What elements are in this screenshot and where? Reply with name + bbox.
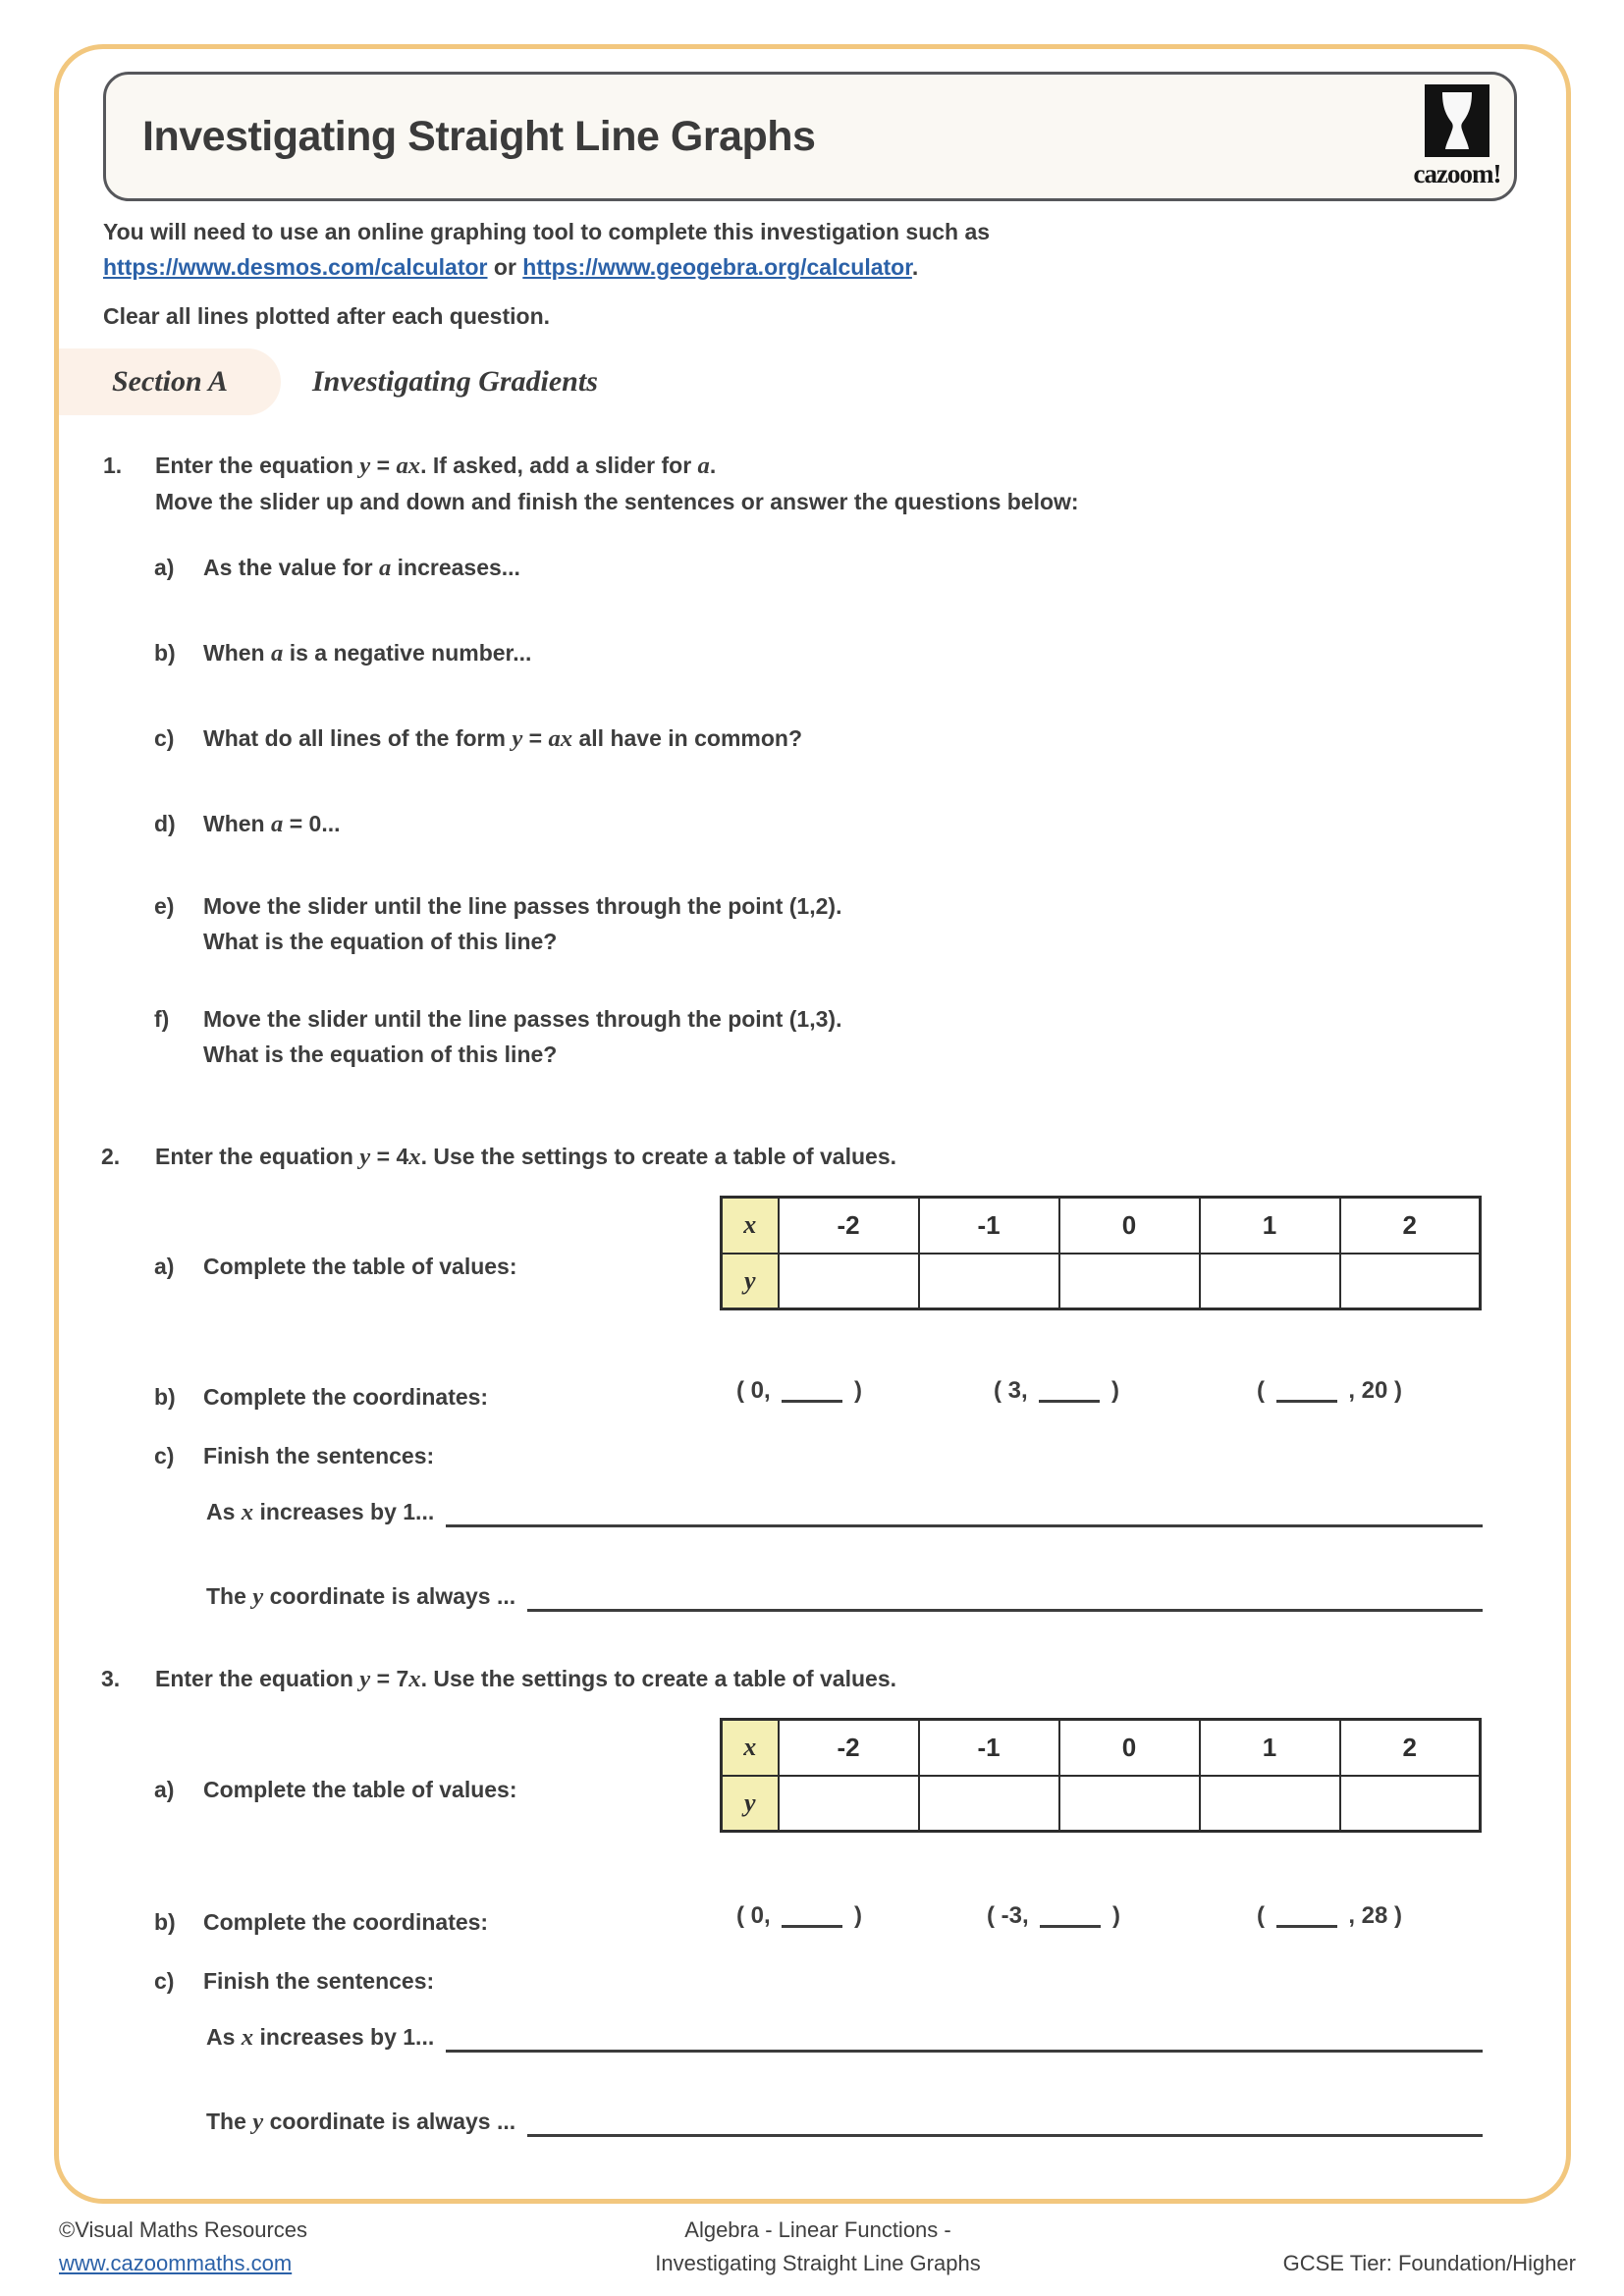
section-a-badge [59, 348, 281, 415]
q2-sentence-2-label: The y coordinate is always ... [206, 1583, 516, 1610]
q1-item-f-line-2: What is the equation of this line? [203, 1041, 558, 1067]
q1-item-d-text: When a = 0... [203, 811, 341, 837]
table-cell: 2 [1340, 1720, 1481, 1776]
q2-coordinate-1: ( 0, ) [736, 1377, 863, 1404]
y-header-cell: y [722, 1254, 779, 1309]
footer-copyright: ©Visual Maths Resources [59, 2217, 308, 2242]
table-row-y [722, 1776, 1481, 1832]
djembe-drum-icon [1407, 84, 1507, 157]
q2-item-b-text: Complete the coordinates: [203, 1384, 489, 1410]
empty-answer-cell [1059, 1776, 1200, 1832]
table-cell: 2 [1340, 1198, 1481, 1254]
empty-answer-cell [779, 1776, 919, 1832]
q3-sentence-1 [206, 2019, 1483, 2056]
link-connector: or [487, 254, 523, 280]
q1-item-c-label: c) [154, 725, 175, 751]
q2-coordinate-2: ( 3, ) [994, 1377, 1120, 1404]
q3-sentence-2 [206, 2104, 1483, 2140]
q1-stem-line-2: Move the slider up and down and finish the sentences or answer the questions below: [155, 489, 1079, 514]
q1-item-a-label: a) [154, 555, 175, 580]
page-frame [54, 44, 1571, 2204]
table-row-y [722, 1254, 1481, 1309]
q2-number: 2. [101, 1144, 121, 1169]
table-cell: -1 [919, 1720, 1059, 1776]
q1-item-f-text [203, 1001, 1470, 1072]
q1-item-f-label: f) [154, 1006, 170, 1032]
section-a-title: Investigating Gradients [312, 365, 598, 398]
q2-item-c-label: c) [154, 1443, 175, 1468]
y-header-cell: y [722, 1776, 779, 1832]
q3-sentence-1-label: As x increases by 1... [206, 2024, 435, 2051]
footer-site-link[interactable]: www.cazoommaths.com [59, 2251, 293, 2275]
q1-stem [155, 448, 1471, 519]
geogebra-link[interactable]: https://www.geogebra.org/calculator [522, 254, 912, 280]
empty-answer-cell [919, 1776, 1059, 1832]
answer-line [446, 1494, 1483, 1527]
q2-stem: Enter the equation y = 4x. Use the settings to create a table of values. [155, 1144, 896, 1170]
q2-sentence-1-label: As x increases by 1... [206, 1499, 435, 1525]
q1-item-b-label: b) [154, 640, 176, 666]
q2-item-a-text: Complete the table of values: [203, 1254, 517, 1279]
q1-item-a-text: As the value for a increases... [203, 555, 520, 581]
empty-answer-cell [1200, 1254, 1340, 1309]
q3-item-b-text: Complete the coordinates: [203, 1909, 489, 1935]
q3-coordinate-3: ( , 28 ) [1257, 1902, 1403, 1929]
q3-values-table [720, 1718, 1482, 1833]
footer-topic-line-2: Investigating Straight Line Graphs [655, 2251, 981, 2275]
q1-number: 1. [103, 453, 123, 478]
table-cell: 0 [1059, 1720, 1200, 1776]
q3-number: 3. [101, 1666, 121, 1691]
table-row-x [722, 1720, 1481, 1776]
table-cell: -1 [919, 1198, 1059, 1254]
cazoom-logo [1407, 84, 1507, 189]
table-cell: -2 [779, 1198, 919, 1254]
q2-item-a-label: a) [154, 1254, 175, 1279]
q1-item-f-line-1: Move the slider until the line passes through the point (1,3). [203, 1006, 842, 1032]
q1-item-e-line-2: What is the equation of this line? [203, 929, 558, 954]
q2-item-c-text: Finish the sentences: [203, 1443, 435, 1468]
q1-stem-line-1: Enter the equation y = ax. If asked, add a slider for a. [155, 453, 717, 479]
empty-answer-cell [1059, 1254, 1200, 1309]
q2-coordinate-3: ( , 20 ) [1257, 1377, 1403, 1404]
q3-coordinate-1: ( 0, ) [736, 1902, 863, 1929]
page-title: Investigating Straight Line Graphs [142, 113, 816, 160]
x-header-cell: x [722, 1720, 779, 1776]
q3-stem: Enter the equation y = 7x. Use the settings to create a table of values. [155, 1666, 896, 1692]
footer-topic-line-1: Algebra - Linear Functions - [684, 2217, 951, 2242]
answer-line [527, 1578, 1483, 1612]
table-cell: 1 [1200, 1720, 1340, 1776]
table-cell: -2 [779, 1720, 919, 1776]
q3-coordinate-2: ( -3, ) [987, 1902, 1121, 1929]
q3-item-b-label: b) [154, 1909, 176, 1935]
q3-item-c-label: c) [154, 1968, 175, 1994]
table-row-x [722, 1198, 1481, 1254]
q1-item-c-text: What do all lines of the form y = ax all have in common? [203, 725, 802, 752]
x-header-cell: x [722, 1198, 779, 1254]
q3-item-c-text: Finish the sentences: [203, 1968, 435, 1994]
q3-sentence-2-label: The y coordinate is always ... [206, 2109, 516, 2135]
q1-item-d-label: d) [154, 811, 176, 836]
intro-line-2 [103, 249, 1478, 285]
empty-answer-cell [1200, 1776, 1340, 1832]
clear-instruction: Clear all lines plotted after each question. [103, 303, 551, 329]
intro-paragraph [103, 214, 1478, 285]
q1-item-e-text [203, 888, 1470, 959]
empty-answer-cell [1340, 1776, 1481, 1832]
empty-answer-cell [779, 1254, 919, 1309]
empty-answer-cell [919, 1254, 1059, 1309]
footer-site-link-wrap [59, 2247, 292, 2280]
q3-item-a-text: Complete the table of values: [203, 1777, 517, 1802]
q3-item-a-label: a) [154, 1777, 175, 1802]
intro-line-1: You will need to use an online graphing tool to complete this investigation such as [103, 219, 991, 244]
section-a-label: Section A [111, 365, 229, 398]
q1-item-b-text: When a is a negative number... [203, 640, 532, 667]
q2-sentence-2 [206, 1578, 1483, 1615]
table-cell: 1 [1200, 1198, 1340, 1254]
q2-sentence-1 [206, 1494, 1483, 1530]
answer-line [446, 2019, 1483, 2053]
table-cell: 0 [1059, 1198, 1200, 1254]
sentence-period: . [911, 254, 919, 280]
empty-answer-cell [1340, 1254, 1481, 1309]
logo-wordmark: cazoom! [1413, 159, 1501, 188]
answer-line [527, 2104, 1483, 2137]
footer-tier: GCSE Tier: Foundation/Higher [1282, 2251, 1576, 2275]
q1-item-e-label: e) [154, 893, 175, 919]
q1-item-e-line-1: Move the slider until the line passes through the point (1,2). [203, 893, 842, 919]
desmos-link[interactable]: https://www.desmos.com/calculator [103, 254, 488, 280]
q2-item-b-label: b) [154, 1384, 176, 1410]
q2-values-table [720, 1196, 1482, 1310]
